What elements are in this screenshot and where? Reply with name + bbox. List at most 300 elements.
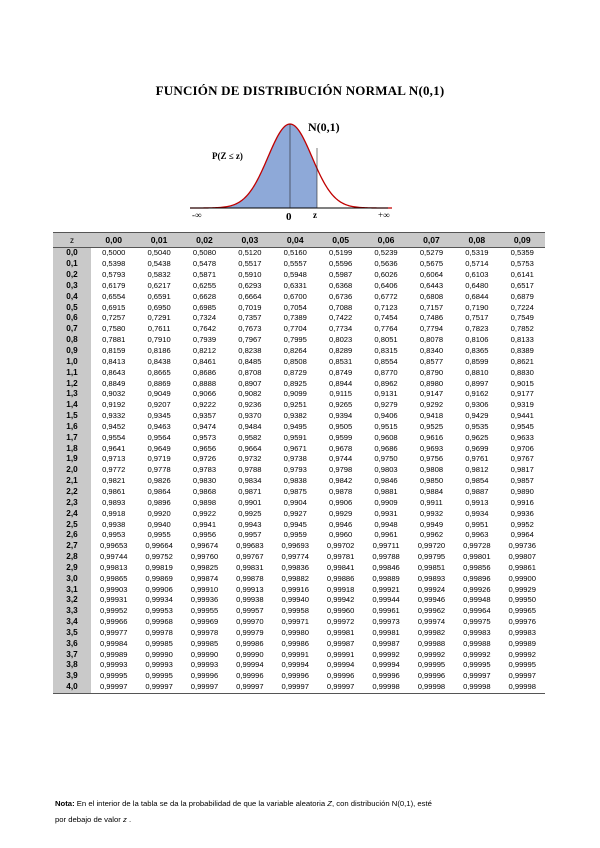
- table-cell: 0,9929: [329, 508, 353, 518]
- table-row: [53, 476, 545, 487]
- note-text-1: En el interior de la tabla se da la probabilidad de que la variable aleatoria: [76, 799, 326, 808]
- table-cell: 0,99996: [326, 671, 355, 681]
- table-cell: 0,6293: [238, 280, 262, 290]
- table-cell: 0,5753: [510, 259, 534, 269]
- table-row: [53, 508, 545, 519]
- table-cell: 0,9911: [420, 497, 443, 507]
- table-cell: 0,9177: [510, 389, 534, 399]
- table-cell: 0,99997: [227, 682, 272, 693]
- table-cell: 0,8729: [283, 367, 307, 377]
- table-cell: 0,8023: [329, 335, 353, 345]
- note-variable: Z: [327, 799, 332, 808]
- row-z-value: 2,8: [53, 552, 91, 563]
- table-cell: 0,9505: [329, 421, 353, 431]
- table-cell: 0,99977: [99, 627, 128, 637]
- row-z-value: 2,2: [53, 487, 91, 498]
- table-cell: 0,99978: [190, 627, 219, 637]
- table-cell: 0,9222: [192, 400, 217, 410]
- table-cell: 0,99957: [236, 606, 264, 616]
- table-row: [53, 443, 545, 454]
- table-cell: 0,9817: [510, 465, 534, 475]
- table-cell: 0,5279: [419, 248, 444, 258]
- table-cell: 0,9693: [419, 443, 444, 453]
- table-cell: 0,7019: [238, 302, 262, 312]
- table-cell: 0,7734: [329, 324, 353, 334]
- z-label: z: [313, 210, 317, 220]
- table-cell: 0,6915: [102, 302, 126, 312]
- table-cell: 0,9345: [147, 411, 171, 421]
- table-cell: 0,9015: [510, 378, 534, 388]
- table-cell: 0,6406: [374, 280, 398, 290]
- row-z-value: 4,0: [53, 682, 91, 693]
- table-cell: 0,8051: [374, 335, 398, 345]
- table-cell: 0,99992: [508, 649, 536, 659]
- table-row: [53, 432, 545, 443]
- row-z-value: 1,4: [53, 400, 91, 411]
- table-cell: 0,6217: [147, 280, 171, 290]
- table-cell: 0,99952: [99, 606, 128, 616]
- table-cell: 0,5832: [147, 270, 171, 280]
- table-cell: 0,99882: [281, 573, 309, 583]
- table-cell: 0,99913: [236, 584, 264, 594]
- table-cell: 0,8531: [329, 356, 353, 366]
- table-cell: 0,99968: [145, 617, 173, 627]
- table-cell: 0,5359: [510, 248, 534, 258]
- table-cell: 0,99889: [372, 573, 400, 583]
- table-cell: 0,9871: [238, 486, 262, 496]
- table-cell: 0,7257: [102, 313, 126, 323]
- row-z-value: 0,4: [53, 291, 91, 302]
- table-cell: 0,99979: [236, 627, 264, 637]
- table-cell: 0,9732: [238, 454, 262, 464]
- table-cell: 0,99728: [463, 541, 491, 551]
- table-cell: 0,5080: [192, 248, 217, 258]
- table-cell: 0,9429: [465, 411, 489, 421]
- table-cell: 0,6064: [419, 270, 444, 280]
- table-cell: 0,99983: [463, 627, 491, 637]
- column-header: 0,08: [454, 233, 499, 248]
- table-cell: 0,99980: [281, 627, 309, 637]
- table-cell: 0,9783: [192, 465, 217, 475]
- table-cell: 0,99744: [99, 552, 128, 562]
- table-cell: 0,8643: [102, 367, 126, 377]
- table-cell: 0,99813: [99, 562, 128, 572]
- table-cell: 0,6700: [283, 291, 307, 301]
- table-cell: 0,9864: [147, 486, 171, 496]
- table-cell: 0,8289: [329, 346, 353, 356]
- table-cell: 0,8365: [465, 346, 489, 356]
- table-cell: 0,7389: [283, 313, 307, 323]
- table-cell: 0,99961: [372, 606, 400, 616]
- table-cell: 0,9952: [510, 519, 534, 529]
- table-cell: 0,5557: [283, 259, 307, 269]
- table-cell: 0,8485: [238, 356, 262, 366]
- table-cell: 0,9115: [329, 389, 352, 399]
- table-cell: 0,99896: [463, 573, 491, 583]
- normal-distribution-table: [53, 232, 545, 694]
- table-cell: 0,9826: [147, 476, 171, 486]
- table-cell: 0,99996: [417, 671, 446, 681]
- table-row: [53, 617, 545, 628]
- table-row: [53, 389, 545, 400]
- table-cell: 0,5948: [283, 270, 307, 280]
- table-cell: 0,99836: [281, 562, 309, 572]
- table-cell: 0,99982: [417, 627, 446, 637]
- table-cell: 0,9887: [465, 486, 489, 496]
- table-cell: 0,99998: [454, 682, 499, 693]
- area-label: P(Z ≤ z): [212, 151, 243, 161]
- table-row: [53, 346, 545, 357]
- table-cell: 0,9913: [465, 497, 489, 507]
- table-cell: 0,9941: [192, 519, 217, 529]
- table-cell: 0,7852: [510, 324, 534, 334]
- table-cell: 0,99918: [326, 584, 355, 594]
- table-cell: 0,8577: [419, 356, 444, 366]
- table-cell: 0,8749: [329, 367, 353, 377]
- table-cell: 0,99664: [145, 541, 173, 551]
- table-cell: 0,9599: [329, 432, 353, 442]
- table-cell: 0,99831: [236, 562, 264, 572]
- table-cell: 0,9671: [283, 443, 307, 453]
- row-z-value: 0,3: [53, 281, 91, 292]
- table-row: [53, 259, 545, 270]
- table-cell: 0,7157: [419, 302, 444, 312]
- table-row: [53, 660, 545, 671]
- table-cell: 0,7486: [419, 313, 444, 323]
- row-z-value: 1,3: [53, 389, 91, 400]
- table-cell: 0,9959: [283, 530, 307, 540]
- table-row: [53, 628, 545, 639]
- table-row: [53, 649, 545, 660]
- table-cell: 0,9608: [374, 432, 398, 442]
- table-cell: 0,99987: [326, 638, 355, 648]
- table-cell: 0,9394: [329, 411, 353, 421]
- table-cell: 0,9554: [102, 432, 126, 442]
- table-cell: 0,99989: [508, 638, 536, 648]
- table-cell: 0,9032: [102, 389, 126, 399]
- table-cell: 0,99998: [363, 682, 408, 693]
- table-cell: 0,9964: [510, 530, 534, 540]
- table-cell: 0,99997: [273, 682, 318, 693]
- table-cell: 0,8238: [238, 346, 262, 356]
- table-cell: 0,99653: [99, 541, 128, 551]
- table-cell: 0,9963: [465, 530, 489, 540]
- table-cell: 0,7422: [329, 313, 353, 323]
- table-cell: 0,9916: [510, 497, 534, 507]
- table-cell: 0,99990: [190, 649, 219, 659]
- row-z-value: 3,1: [53, 584, 91, 595]
- table-cell: 0,9756: [419, 454, 444, 464]
- table-cell: 0,5987: [329, 270, 353, 280]
- table-cell: 0,6517: [510, 280, 534, 290]
- left-infinity-label: -∞: [192, 210, 202, 220]
- row-z-value: 2,9: [53, 562, 91, 573]
- table-cell: 0,7291: [147, 313, 171, 323]
- row-z-value: 2,1: [53, 476, 91, 487]
- row-z-value: 0,1: [53, 259, 91, 270]
- table-cell: 0,9918: [102, 508, 126, 518]
- table-cell: 0,9441: [510, 411, 534, 421]
- table-cell: 0,99825: [190, 562, 219, 572]
- table-cell: 0,6879: [510, 291, 534, 301]
- table-cell: 0,99846: [372, 562, 400, 572]
- table-cell: 0,9955: [147, 530, 171, 540]
- table-row: [53, 367, 545, 378]
- table-cell: 0,6103: [465, 270, 489, 280]
- table-cell: 0,99841: [326, 562, 355, 572]
- table-cell: 0,9357: [192, 411, 217, 421]
- row-z-value: 0,9: [53, 346, 91, 357]
- table-cell: 0,99994: [372, 660, 400, 670]
- column-header: 0,04: [273, 233, 318, 248]
- table-cell: 0,9821: [102, 476, 126, 486]
- table-cell: 0,9719: [147, 454, 171, 464]
- table-cell: 0,6950: [147, 302, 171, 312]
- table-cell: 0,8133: [510, 335, 534, 345]
- table-cell: 0,99976: [508, 617, 536, 627]
- table-cell: 0,99989: [99, 649, 128, 659]
- table-cell: 0,99995: [99, 671, 128, 681]
- table-row: [53, 530, 545, 541]
- table-cell: 0,99995: [463, 660, 491, 670]
- table-cell: 0,9738: [283, 454, 307, 464]
- table-cell: 0,99874: [190, 573, 219, 583]
- table-cell: 0,99736: [508, 541, 536, 551]
- table-cell: 0,9960: [329, 530, 353, 540]
- table-cell: 0,99962: [417, 606, 446, 616]
- table-cell: 0,5478: [192, 259, 217, 269]
- footnote: [55, 796, 555, 828]
- table-cell: 0,99752: [145, 552, 173, 562]
- row-z-value: 1,0: [53, 356, 91, 367]
- table-cell: 0,99993: [190, 660, 219, 670]
- table-cell: 0,99693: [281, 541, 309, 551]
- table-cell: 0,8849: [102, 378, 126, 388]
- column-header: 0,01: [136, 233, 181, 248]
- table-cell: 0,5040: [147, 248, 171, 258]
- table-cell: 0,8665: [147, 367, 171, 377]
- table-cell: 0,9793: [283, 465, 307, 475]
- table-row: [53, 671, 545, 682]
- table-cell: 0,99998: [500, 682, 545, 693]
- table-cell: 0,5871: [192, 270, 217, 280]
- row-z-value: 1,6: [53, 422, 91, 433]
- table-cell: 0,9951: [465, 519, 489, 529]
- table-row: [53, 573, 545, 584]
- table-cell: 0,9664: [238, 443, 262, 453]
- table-cell: 0,99997: [91, 682, 136, 693]
- table-row: [53, 552, 545, 563]
- table-cell: 0,7967: [238, 335, 262, 345]
- table-cell: 0,99988: [417, 638, 446, 648]
- table-cell: 0,9625: [465, 432, 489, 442]
- table-cell: 0,9934: [465, 508, 489, 518]
- table-cell: 0,8810: [465, 367, 489, 377]
- table-cell: 0,9940: [147, 519, 171, 529]
- table-cell: 0,99865: [99, 573, 128, 583]
- table-cell: 0,9884: [419, 486, 444, 496]
- table-cell: 0,9279: [374, 400, 398, 410]
- table-cell: 0,99997: [463, 671, 491, 681]
- table-cell: 0,9961: [374, 530, 398, 540]
- table-cell: 0,99878: [236, 573, 264, 583]
- table-cell: 0,99978: [145, 627, 173, 637]
- column-header: 0,07: [409, 233, 454, 248]
- table-cell: 0,9962: [419, 530, 444, 540]
- table-row: [53, 497, 545, 508]
- table-cell: 0,99973: [372, 617, 400, 627]
- table-cell: 0,99950: [508, 595, 536, 605]
- table-cell: 0,99969: [190, 617, 219, 627]
- table-cell: 0,9744: [329, 454, 353, 464]
- row-z-value: 3,5: [53, 628, 91, 639]
- note-text-3: por debajo de valor: [55, 815, 121, 824]
- table-cell: 0,99990: [145, 649, 173, 659]
- table-cell: 0,99926: [463, 584, 491, 594]
- table-cell: 0,7088: [329, 302, 353, 312]
- table-cell: 0,9890: [510, 486, 534, 496]
- table-cell: 0,9808: [419, 465, 444, 475]
- table-cell: 0,99924: [417, 584, 446, 594]
- table-cell: 0,9938: [102, 519, 126, 529]
- table-cell: 0,9319: [510, 400, 534, 410]
- table-cell: 0,9945: [283, 519, 307, 529]
- table-cell: 0,99998: [409, 682, 454, 693]
- table-cell: 0,7704: [283, 324, 307, 334]
- table-cell: 0,9678: [329, 443, 353, 453]
- table-row: [53, 519, 545, 530]
- table-cell: 0,99788: [372, 552, 400, 562]
- table-cell: 0,99940: [281, 595, 309, 605]
- table-cell: 0,9656: [192, 443, 217, 453]
- table-cell: 0,99931: [99, 595, 128, 605]
- table-cell: 0,99994: [236, 660, 264, 670]
- table-cell: 0,9370: [238, 411, 262, 421]
- row-z-value: 3,2: [53, 595, 91, 606]
- table-cell: 0,9909: [374, 497, 398, 507]
- table-cell: 0,9901: [238, 497, 262, 507]
- curve-label: N(0,1): [308, 120, 340, 134]
- table-cell: 0,5199: [329, 248, 353, 258]
- table-cell: 0,6844: [465, 291, 489, 301]
- table-cell: 0,6554: [102, 291, 126, 301]
- table-cell: 0,5517: [238, 259, 262, 269]
- table-cell: 0,5714: [465, 259, 489, 269]
- table-cell: 0,9948: [374, 519, 398, 529]
- table-row: [53, 606, 545, 617]
- table-cell: 0,99974: [417, 617, 446, 627]
- table-cell: 0,9893: [102, 497, 126, 507]
- table-cell: 0,99984: [99, 638, 128, 648]
- table-cell: 0,9463: [147, 421, 171, 431]
- table-cell: 0,9484: [238, 421, 262, 431]
- table-cell: 0,99946: [417, 595, 446, 605]
- table-cell: 0,8907: [238, 378, 262, 388]
- table-header-row: [53, 233, 545, 248]
- table-cell: 0,99886: [326, 573, 355, 583]
- table-cell: 0,99981: [372, 627, 400, 637]
- table-cell: 0,99869: [145, 573, 173, 583]
- table-cell: 0,99942: [326, 595, 355, 605]
- table-cell: 0,9535: [465, 421, 489, 431]
- table-row: [53, 454, 545, 465]
- table-cell: 0,99702: [326, 541, 355, 551]
- table-cell: 0,99991: [281, 649, 309, 659]
- table-row: [53, 378, 545, 389]
- table-cell: 0,9699: [465, 443, 489, 453]
- row-z-value: 0,8: [53, 335, 91, 346]
- table-cell: 0,6443: [419, 280, 444, 290]
- table-cell: 0,99996: [236, 671, 264, 681]
- table-cell: 0,9850: [419, 476, 444, 486]
- table-cell: 0,99993: [99, 660, 128, 670]
- table-row: [53, 281, 545, 292]
- table-cell: 0,8869: [147, 378, 171, 388]
- row-z-value: 1,1: [53, 367, 91, 378]
- table-cell: 0,9131: [374, 389, 398, 399]
- table-row: [53, 584, 545, 595]
- table-cell: 0,99996: [190, 671, 219, 681]
- table-cell: 0,99966: [99, 617, 128, 627]
- table-row: [53, 291, 545, 302]
- table-cell: 0,9949: [419, 519, 444, 529]
- table-cell: 0,99972: [326, 617, 355, 627]
- table-cell: 0,6141: [510, 270, 534, 280]
- table-cell: 0,9953: [102, 530, 126, 540]
- page-title: FUNCIÓN DE DISTRIBUCIÓN NORMAL N(0,1): [155, 83, 445, 98]
- table-cell: 0,5239: [374, 248, 398, 258]
- table-cell: 0,99997: [136, 682, 181, 693]
- table-cell: 0,9641: [102, 443, 126, 453]
- table-cell: 0,99900: [508, 573, 536, 583]
- table-row: [53, 400, 545, 411]
- table-cell: 0,99851: [417, 562, 446, 572]
- table-cell: 0,99953: [145, 606, 173, 616]
- table-row: [53, 465, 545, 476]
- table-cell: 0,9564: [147, 432, 171, 442]
- table-cell: 0,99916: [281, 584, 309, 594]
- table-cell: 0,5438: [147, 259, 171, 269]
- table-cell: 0,99774: [281, 552, 309, 562]
- table-cell: 0,8340: [419, 346, 444, 356]
- row-z-value: 2,5: [53, 519, 91, 530]
- table-row: [53, 335, 545, 346]
- table-row: [53, 682, 545, 693]
- table-cell: 0,9842: [329, 476, 353, 486]
- table-cell: 0,99903: [99, 584, 128, 594]
- table-cell: 0,99995: [417, 660, 446, 670]
- table-cell: 0,6736: [329, 291, 353, 301]
- table-cell: 0,9920: [147, 508, 171, 518]
- table-cell: 0,99683: [236, 541, 264, 551]
- table-cell: 0,8944: [329, 378, 353, 388]
- table-cell: 0,8621: [510, 356, 534, 366]
- table-cell: 0,8925: [283, 378, 307, 388]
- table-cell: 0,99992: [372, 649, 400, 659]
- table-cell: 0,99856: [463, 562, 491, 572]
- table-cell: 0,9812: [465, 465, 489, 475]
- table-cell: 0,9418: [419, 411, 444, 421]
- table-body: [53, 248, 545, 694]
- table-cell: 0,9878: [329, 486, 353, 496]
- table-cell: 0,99807: [508, 552, 536, 562]
- table-cell: 0,9406: [374, 411, 398, 421]
- table-cell: 0,6368: [329, 280, 353, 290]
- table-cell: 0,9582: [238, 432, 262, 442]
- table-cell: 0,9616: [419, 432, 444, 442]
- table-cell: 0,99781: [326, 552, 355, 562]
- row-z-value: 2,0: [53, 465, 91, 476]
